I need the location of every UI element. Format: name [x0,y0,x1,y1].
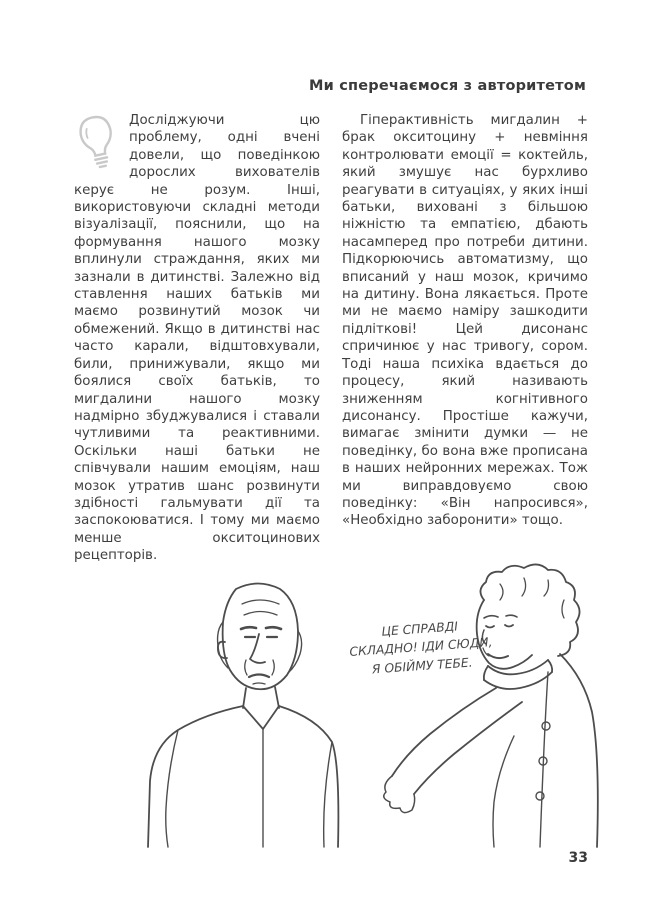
page-number: 33 [568,850,588,866]
left-column [74,112,320,565]
speech-text [334,614,507,681]
speech-line: ЦЕ СПРАВДІ [381,619,459,639]
right-column [342,112,588,565]
illustration [0,556,650,848]
running-header: Ми сперечаємося з авторитетом [309,78,586,94]
text-columns [74,112,588,565]
left-column-text: Досліджуючи цю проблему, одні вчені довели, що поведінкою дорослих вихователів керує не розум. Інші, використовуючи складні методи візуалізації, пояснили, що на формування нашого мозку вплинули страждання, яких ми зазнали в дитинстві. Залежно від ставлення наших батьків ми маємо розвинутий мозок чи обмежений. Якщо в дитинстві нас часто карали, відштовхували, били, принижували, якщо ми боялися своїх батьків, то мигдалини нашого мозку надмірно збуджувалися і ставали чутливими та реактивними. Оскільки наші батьки не співчували нашим емоціям, наш мозок утратив шанс розвинути здібності гальмувати дії та заспокоюватися. І тому ми маємо менше окситоцинових рецепторів. [74,113,320,564]
speech-line: СКЛАДНО! ІДИ СЮДИ, [349,635,493,660]
man-figure [148,584,338,848]
woman-figure [384,564,598,847]
right-column-text: Гіперактивність мигдалин + брак окситоцину + невміння контролювати емоції = коктейль, який змушує нас бурхливо реагувати в ситуаціях, у яких інші батьки, виховані з більшою ніжністю та емпатією, дбають насамперед про потреби дитини. Підкорюючись автоматизму, що вписаний у наш мозок, кричимо на дитину. Вона лякається. Проте ми не маємо наміру зашкодити підліткові! Цей дисонанс спричинює у нас тривогу, сором. Тоді наша психіка вдається до процесу, який називають зниженням когнітивного дисонансу. Простіше кажучи, вимагає змінити думки — не поведінку, бо вона вже прописана в наших нейронних мережах. Тож ми виправдовуємо свою поведінку: «Він напросився», «Необхідно заборонити» тощо. [342,113,588,529]
lightbulb-icon [74,113,120,171]
speech-line: Я ОБІЙМУ ТЕБЕ. [371,655,474,677]
